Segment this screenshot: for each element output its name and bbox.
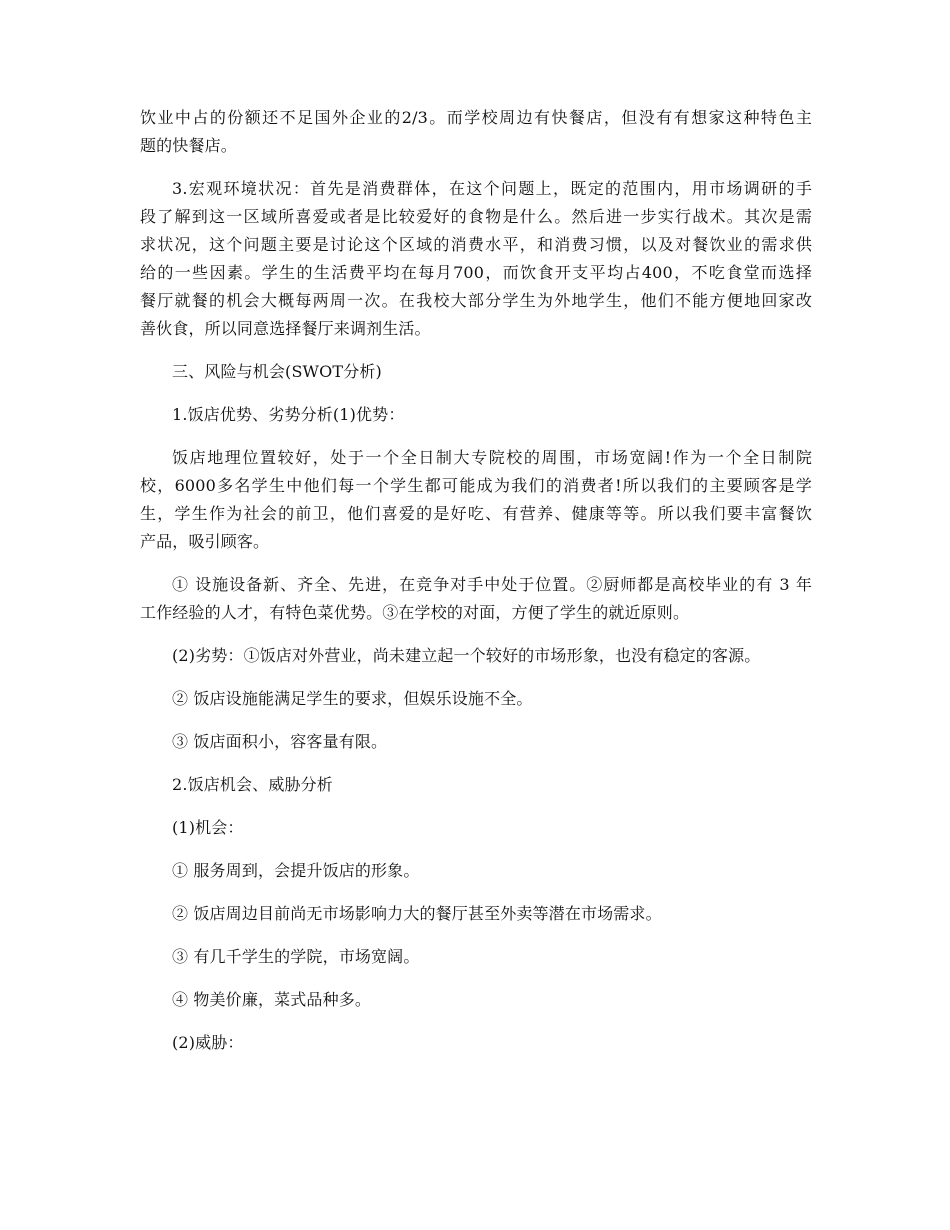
paragraph-facilities: [140, 571, 812, 627]
paragraph-macro-environment: [140, 175, 812, 343]
subsection-heading-opportunities-threats: 2.饭店机会、威胁分析: [172, 775, 333, 794]
opportunity-item: ④ 物美价廉，菜式品种多。: [172, 990, 372, 1009]
text-line: 饭店地理位置较好，处于一个全日制大专院校的周围，市场宽阔!作为一个全日制院: [172, 448, 812, 467]
text-line: 善伙食，所以同意选择餐厅来调剂生活。: [140, 319, 431, 338]
opportunity-item: ① 服务周到，会提升饭店的形象。: [172, 861, 420, 880]
opportunity-item: ② 饭店周边目前尚无市场影响力大的餐厅甚至外卖等潜在市场需求。: [172, 904, 662, 923]
weakness-item: ③ 饭店面积小，容客量有限。: [172, 732, 388, 751]
document-body: [140, 104, 812, 1072]
text-line: 产品，吸引顾客。: [140, 532, 270, 551]
section-heading-swot: 三、风险与机会(SWOT分析): [172, 362, 382, 381]
text-line: 给的一些因素。学生的生活费平均在每月700，而饮食开支平均占400，不吃食堂而选择: [140, 263, 812, 282]
text-line: 饮业中占的份额还不足国外企业的2/3。而学校周边有快餐店，但没有有想家这种特色主: [140, 108, 812, 127]
text-line: 求状况，这个问题主要是讨论这个区域的消费水平，和消费习惯，以及对餐饮业的需求供: [140, 235, 812, 254]
opportunities-heading: (1)机会：: [172, 818, 244, 837]
subsection-heading-strengths-weaknesses: 1.饭店优势、劣势分析(1)优势：: [172, 405, 405, 424]
text-line: 餐厅就餐的机会大概每两周一次。在我校大部分学生为外地学生，他们不能方便地回家改: [140, 291, 812, 310]
text-line: 工作经验的人才，有特色菜优势。③在学校的对面，方便了学生的就近原则。: [140, 603, 690, 622]
threats-heading: (2)威胁：: [172, 1033, 244, 1052]
text-line: 生，学生作为社会的前卫，他们喜爱的是好吃、有营养、健康等等。所以我们要丰富餐饮: [140, 504, 812, 523]
text-line: 校，6000多名学生中他们每一个学生都可能成为我们的消费者!所以我们的主要顾客是学: [140, 476, 812, 495]
text-line: ① 设施设备新、齐全、先进，在竞争对手中处于位置。②厨师都是高校毕业的有 3 年: [172, 575, 812, 594]
paragraph-strengths: [140, 444, 812, 556]
opportunity-item: ③ 有几千学生的学院，市场宽阔。: [172, 947, 420, 966]
paragraph-market-share: [140, 104, 812, 160]
text-line: 3.宏观环境状况：首先是消费群体，在这个问题上，既定的范围内，用市场调研的手: [172, 179, 812, 198]
text-line: 题的快餐店。: [140, 136, 237, 155]
weakness-item: (2)劣势：①饭店对外营业，尚未建立起一个较好的市场形象，也没有稳定的客源。: [172, 646, 761, 665]
weakness-item: ② 饭店设施能满足学生的要求，但娱乐设施不全。: [172, 689, 533, 708]
text-line: 段了解到这一区域所喜爱或者是比较爱好的食物是什么。然后进一步实行战术。其次是需: [140, 207, 812, 226]
